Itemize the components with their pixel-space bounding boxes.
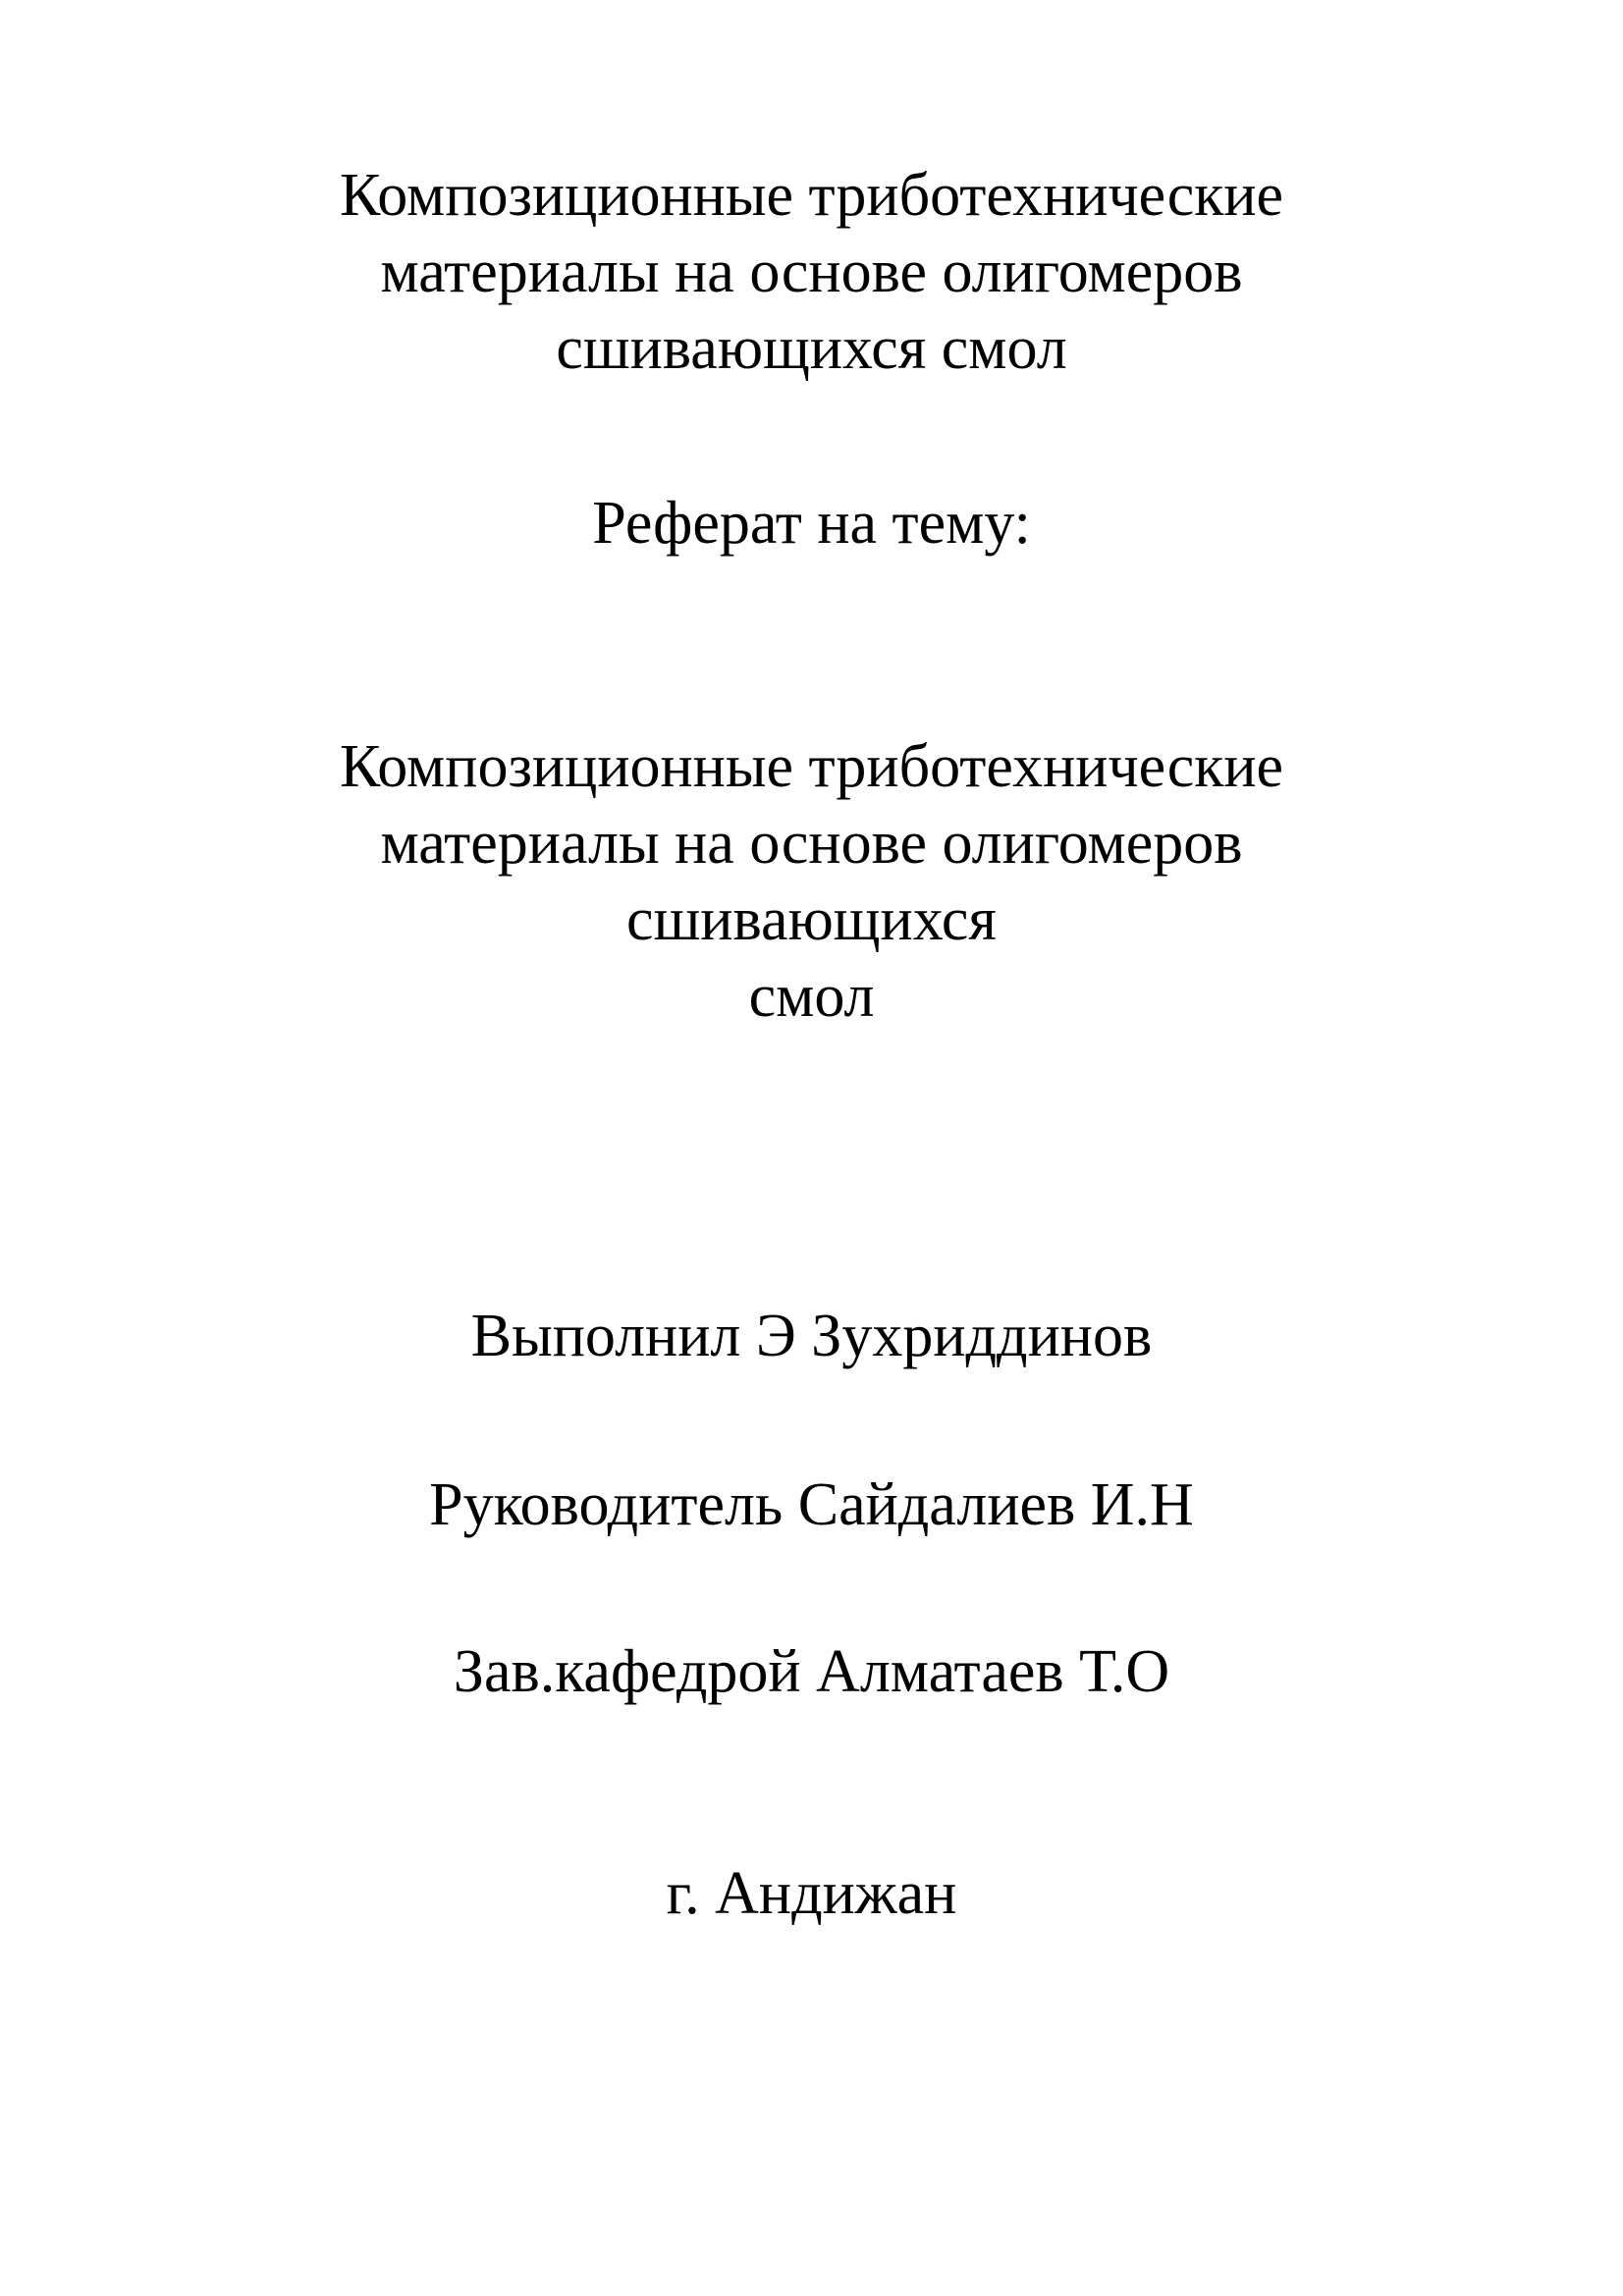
title-main-line-4: смол — [748, 963, 875, 1030]
head-of-department-line: Зав.кафедрой Алматаев Т.О — [453, 1638, 1170, 1705]
title-main-line-3: сшивающихся — [626, 886, 997, 953]
city-line: г. Андижан — [666, 1860, 957, 1927]
subtitle: Реферат на тему: — [592, 490, 1031, 557]
title-main-line-1: Композиционные триботехнические — [339, 733, 1284, 800]
title-top-line-3: сшивающихся смол — [556, 315, 1067, 382]
title-main-line-2: материалы на основе олигомеров — [380, 810, 1243, 877]
title-main — [0, 728, 1623, 1035]
supervisor-line: Руководитель Сайдалиев И.Н — [429, 1471, 1194, 1538]
performer-line: Выполнил Э Зухриддинов — [470, 1303, 1153, 1369]
title-top-line-2: материалы на основе олигомеров — [380, 239, 1243, 305]
title-top-line-1: Композиционные триботехнические — [339, 162, 1284, 229]
title-top — [0, 157, 1623, 387]
